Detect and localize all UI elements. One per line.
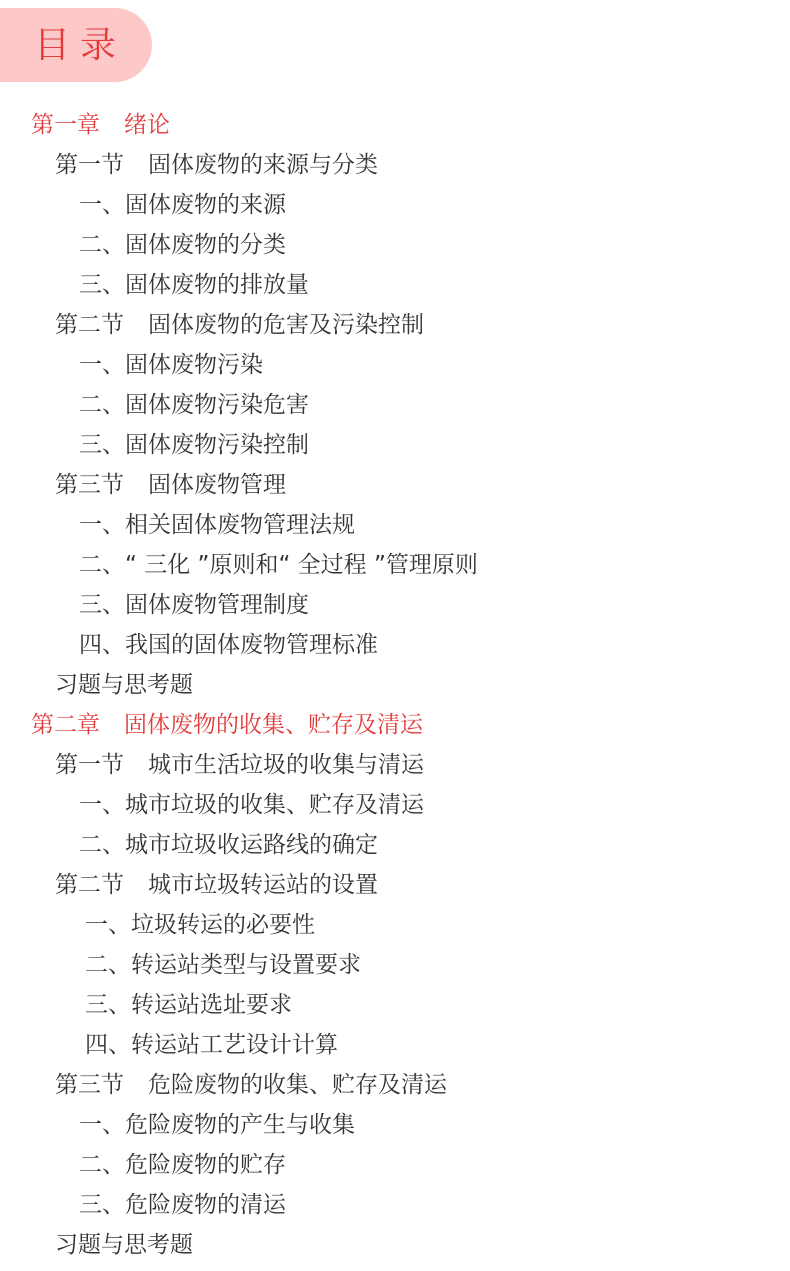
toc-item[interactable]: 二、“ 三化 ”原则和“ 全过程 ”管理原则: [79, 552, 478, 578]
toc-item[interactable]: 三、固体废物的排放量: [79, 272, 309, 298]
toc-section[interactable]: 第三节 危险废物的收集、贮存及清运: [55, 1072, 447, 1098]
toc-item[interactable]: 一、相关固体废物管理法规: [79, 512, 355, 538]
toc-item[interactable]: 二、转运站类型与设置要求: [85, 952, 361, 978]
toc-item[interactable]: 三、固体废物污染控制: [79, 432, 309, 458]
toc-section[interactable]: 第二节 固体废物的危害及污染控制: [55, 312, 424, 338]
toc-chapter[interactable]: 第二章 固体废物的收集、贮存及清运: [31, 712, 423, 738]
toc-item[interactable]: 一、固体废物的来源: [79, 192, 286, 218]
toc-item[interactable]: 四、我国的固体废物管理标准: [79, 632, 378, 658]
toc-exercise[interactable]: 习题与思考题: [55, 672, 193, 698]
toc-item[interactable]: 二、固体废物的分类: [79, 232, 286, 258]
toc-item[interactable]: 二、城市垃圾收运路线的确定: [79, 832, 378, 858]
toc-item[interactable]: 一、城市垃圾的收集、贮存及清运: [79, 792, 424, 818]
page-title: 目录: [34, 25, 127, 66]
toc-item[interactable]: 二、危险废物的贮存: [79, 1152, 286, 1178]
toc-section[interactable]: 第三节 固体废物管理: [55, 472, 286, 498]
toc-item[interactable]: 三、转运站选址要求: [85, 992, 292, 1018]
toc-item[interactable]: 二、固体废物污染危害: [79, 392, 309, 418]
toc-section[interactable]: 第二节 城市垃圾转运站的设置: [55, 872, 378, 898]
table-of-contents: [0, 105, 790, 1265]
toc-section[interactable]: 第一节 城市生活垃圾的收集与清运: [55, 752, 424, 778]
toc-item[interactable]: 三、固体废物管理制度: [79, 592, 309, 618]
toc-exercise[interactable]: 习题与思考题: [55, 1232, 193, 1258]
toc-item[interactable]: 三、危险废物的清运: [79, 1192, 286, 1218]
toc-item[interactable]: 一、垃圾转运的必要性: [85, 912, 315, 938]
toc-item[interactable]: 四、转运站工艺设计计算: [85, 1032, 338, 1058]
toc-item[interactable]: 一、固体废物污染: [79, 352, 263, 378]
toc-item[interactable]: 一、危险废物的产生与收集: [79, 1112, 355, 1138]
toc-chapter[interactable]: 第一章 绪论: [31, 112, 170, 138]
toc-section[interactable]: 第一节 固体废物的来源与分类: [55, 152, 378, 178]
